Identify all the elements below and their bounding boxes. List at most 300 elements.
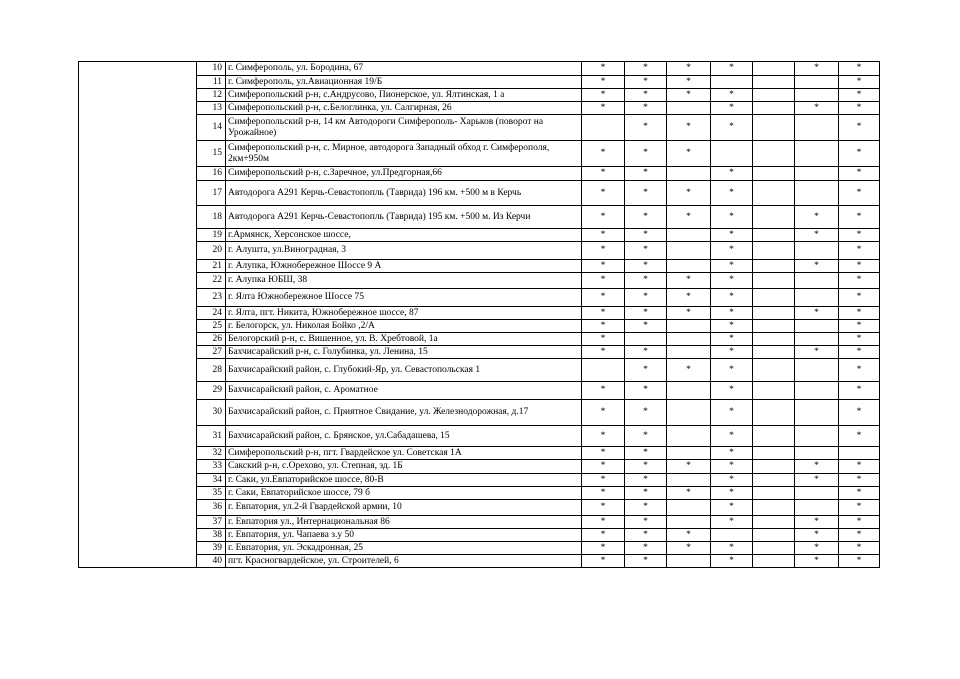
mark-cell: *: [625, 167, 667, 181]
mark-cell: *: [667, 487, 711, 500]
mark-cell: *: [582, 426, 625, 447]
mark-cell: *: [711, 426, 753, 447]
mark-cell: *: [839, 516, 880, 529]
mark-cell: [753, 167, 795, 181]
table-row: [79, 89, 880, 102]
mark-cell: *: [711, 346, 753, 359]
mark-cell: [753, 542, 795, 555]
mark-cell: *: [582, 529, 625, 542]
mark-cell: *: [625, 516, 667, 529]
mark-cell: [753, 529, 795, 542]
mark-cell: *: [667, 460, 711, 474]
table-row: [79, 229, 880, 242]
table-row: [79, 529, 880, 542]
mark-cell: *: [839, 181, 880, 206]
mark-cell: *: [839, 115, 880, 141]
mark-cell: [753, 289, 795, 307]
mark-cell: *: [711, 206, 753, 229]
table-row: [79, 542, 880, 555]
mark-cell: *: [582, 346, 625, 359]
mark-cell: *: [839, 346, 880, 359]
mark-cell: *: [711, 289, 753, 307]
mark-cell: [753, 89, 795, 102]
row-number: 20: [197, 242, 226, 260]
table-row: [79, 307, 880, 320]
mark-cell: [667, 426, 711, 447]
mark-cell: *: [839, 242, 880, 260]
mark-cell: [795, 242, 839, 260]
mark-cell: *: [795, 542, 839, 555]
address-cell: г. Белогорск, ул. Николая Бойко ,2/А: [226, 320, 582, 333]
mark-cell: *: [839, 426, 880, 447]
mark-cell: *: [839, 89, 880, 102]
mark-cell: *: [582, 181, 625, 206]
mark-cell: [667, 555, 711, 568]
mark-cell: *: [667, 273, 711, 289]
mark-cell: *: [582, 447, 625, 460]
table-row: [79, 333, 880, 346]
mark-cell: *: [711, 307, 753, 320]
mark-cell: *: [625, 555, 667, 568]
mark-cell: *: [839, 359, 880, 382]
table-row: [79, 487, 880, 500]
mark-cell: *: [839, 474, 880, 487]
mark-cell: *: [667, 359, 711, 382]
mark-cell: *: [582, 260, 625, 273]
address-cell: г. Алупка ЮБШ, 38: [226, 273, 582, 289]
mark-cell: *: [711, 382, 753, 400]
mark-cell: *: [667, 89, 711, 102]
mark-cell: *: [625, 460, 667, 474]
address-cell: г. Саки, ул.Евпаторийское шоссе, 80-В: [226, 474, 582, 487]
mark-cell: *: [582, 382, 625, 400]
mark-cell: *: [711, 89, 753, 102]
mark-cell: [795, 382, 839, 400]
mark-cell: *: [839, 62, 880, 76]
mark-cell: [753, 460, 795, 474]
table-row: [79, 102, 880, 115]
mark-cell: [753, 474, 795, 487]
row-number: 39: [197, 542, 226, 555]
mark-cell: [667, 382, 711, 400]
row-number: 21: [197, 260, 226, 273]
row-number: 36: [197, 500, 226, 516]
mark-cell: *: [839, 141, 880, 167]
mark-cell: *: [839, 76, 880, 89]
row-number: 22: [197, 273, 226, 289]
mark-cell: *: [667, 289, 711, 307]
mark-cell: *: [625, 89, 667, 102]
mark-cell: *: [839, 400, 880, 426]
table-row: [79, 460, 880, 474]
mark-cell: *: [795, 229, 839, 242]
mark-cell: *: [625, 102, 667, 115]
mark-cell: *: [795, 307, 839, 320]
mark-cell: [667, 320, 711, 333]
mark-cell: [795, 289, 839, 307]
mark-cell: *: [625, 426, 667, 447]
mark-cell: *: [711, 555, 753, 568]
table-row: [79, 76, 880, 89]
mark-cell: *: [839, 229, 880, 242]
row-number: 32: [197, 447, 226, 460]
mark-cell: *: [839, 206, 880, 229]
mark-cell: [667, 333, 711, 346]
row-number: 12: [197, 89, 226, 102]
table-row: [79, 426, 880, 447]
row-number: 31: [197, 426, 226, 447]
mark-cell: *: [582, 474, 625, 487]
mark-cell: *: [795, 474, 839, 487]
table-row: [79, 474, 880, 487]
address-cell: г. Евпатория, ул. Эскадронная, 25: [226, 542, 582, 555]
table-row: [79, 516, 880, 529]
mark-cell: *: [582, 141, 625, 167]
mark-cell: [795, 141, 839, 167]
mark-cell: *: [582, 273, 625, 289]
mark-cell: [795, 320, 839, 333]
address-cell: пгт. Красногвардейское, ул. Строителей, 6: [226, 555, 582, 568]
mark-cell: *: [625, 542, 667, 555]
mark-cell: [753, 382, 795, 400]
mark-cell: [795, 500, 839, 516]
row-number: 37: [197, 516, 226, 529]
mark-cell: [753, 102, 795, 115]
mark-cell: [582, 359, 625, 382]
row-number: 19: [197, 229, 226, 242]
mark-cell: [753, 260, 795, 273]
stations-table: [78, 61, 880, 568]
address-cell: Автодорога А291 Керчь-Севастопопль (Таврида) 196 км. +500 м в Керчь: [226, 181, 582, 206]
address-cell: Сакский р-н, с.Орехово, ул. Степная, зд. 1Б: [226, 460, 582, 474]
mark-cell: [795, 359, 839, 382]
mark-cell: [753, 115, 795, 141]
mark-cell: *: [839, 542, 880, 555]
mark-cell: [795, 76, 839, 89]
mark-cell: *: [711, 487, 753, 500]
mark-cell: *: [625, 529, 667, 542]
mark-cell: [667, 516, 711, 529]
address-cell: Симферопольский р-н, с. Мирное, автодорога Западный обход г. Симферополя, 2км+950м: [226, 141, 582, 167]
mark-cell: *: [667, 206, 711, 229]
mark-cell: [795, 181, 839, 206]
mark-cell: [711, 141, 753, 167]
mark-cell: *: [711, 542, 753, 555]
row-number: 11: [197, 76, 226, 89]
mark-cell: *: [582, 460, 625, 474]
mark-cell: *: [711, 333, 753, 346]
mark-cell: *: [625, 382, 667, 400]
mark-cell: *: [582, 102, 625, 115]
address-cell: г. Ялта, пгт. Никита, Южнобережное шоссе, 87: [226, 307, 582, 320]
address-cell: Бахчисарайский район, с. Брянское, ул.Сабадашева, 15: [226, 426, 582, 447]
mark-cell: *: [839, 333, 880, 346]
mark-cell: *: [625, 141, 667, 167]
mark-cell: *: [795, 555, 839, 568]
mark-cell: *: [711, 359, 753, 382]
row-number: 13: [197, 102, 226, 115]
mark-cell: *: [839, 307, 880, 320]
mark-cell: [582, 115, 625, 141]
address-cell: г. Евпатория, ул. Чапаева з.у 50: [226, 529, 582, 542]
mark-cell: *: [839, 555, 880, 568]
mark-cell: *: [582, 89, 625, 102]
address-cell: Симферопольский р-н, 14 км Автодороги Симферополь- Харьков (поворот на Урожайное): [226, 115, 582, 141]
mark-cell: [795, 89, 839, 102]
mark-cell: *: [667, 542, 711, 555]
table-row: [79, 273, 880, 289]
mark-cell: [667, 242, 711, 260]
mark-cell: [753, 62, 795, 76]
address-cell: г.Армянск, Херсонское шоссе,: [226, 229, 582, 242]
mark-cell: *: [625, 346, 667, 359]
mark-cell: [667, 229, 711, 242]
address-cell: Симферопольский р-н, с.Белоглинка, ул. Салгирная, 26: [226, 102, 582, 115]
mark-cell: [667, 500, 711, 516]
row-number: 28: [197, 359, 226, 382]
mark-cell: *: [582, 333, 625, 346]
mark-cell: *: [711, 181, 753, 206]
mark-cell: *: [711, 260, 753, 273]
mark-cell: [753, 346, 795, 359]
mark-cell: *: [795, 206, 839, 229]
mark-cell: *: [625, 76, 667, 89]
mark-cell: [753, 359, 795, 382]
mark-cell: [711, 76, 753, 89]
mark-cell: *: [839, 460, 880, 474]
mark-cell: [667, 102, 711, 115]
mark-cell: *: [582, 542, 625, 555]
mark-cell: *: [582, 289, 625, 307]
mark-cell: [795, 273, 839, 289]
address-cell: г. Ялта Южнобережное Шоссе 75: [226, 289, 582, 307]
mark-cell: *: [625, 307, 667, 320]
mark-cell: [753, 426, 795, 447]
mark-cell: [795, 447, 839, 460]
mark-cell: *: [711, 474, 753, 487]
address-cell: Белогорский р-н, с. Вишенное, ул. В. Хребтовой, 1а: [226, 333, 582, 346]
mark-cell: [753, 229, 795, 242]
address-cell: Бахчисарайский район, с. Глубокий-Яр, ул. Севастопольская 1: [226, 359, 582, 382]
mark-cell: *: [582, 206, 625, 229]
mark-cell: [753, 500, 795, 516]
table-row: [79, 242, 880, 260]
mark-cell: [753, 181, 795, 206]
mark-cell: *: [839, 102, 880, 115]
mark-cell: *: [625, 400, 667, 426]
mark-cell: [753, 320, 795, 333]
mark-cell: [753, 273, 795, 289]
mark-cell: [795, 167, 839, 181]
mark-cell: [711, 529, 753, 542]
row-number: 25: [197, 320, 226, 333]
mark-cell: *: [625, 487, 667, 500]
mark-cell: *: [625, 260, 667, 273]
row-number: 10: [197, 62, 226, 76]
mark-cell: *: [625, 320, 667, 333]
mark-cell: *: [667, 529, 711, 542]
address-cell: г. Саки, Евпаторийское шоссе, 79 б: [226, 487, 582, 500]
mark-cell: *: [711, 167, 753, 181]
table-row: [79, 382, 880, 400]
table-row: [79, 555, 880, 568]
mark-cell: [667, 400, 711, 426]
mark-cell: *: [711, 62, 753, 76]
mark-cell: [795, 333, 839, 346]
table-row: [79, 320, 880, 333]
row-number: 38: [197, 529, 226, 542]
mark-cell: [753, 206, 795, 229]
mark-cell: *: [582, 307, 625, 320]
mark-cell: *: [795, 346, 839, 359]
mark-cell: *: [667, 76, 711, 89]
mark-cell: [753, 333, 795, 346]
mark-cell: *: [795, 529, 839, 542]
row-number: 29: [197, 382, 226, 400]
address-cell: Бахчисарайский р-н, с. Голубинка, ул. Ленина, 15: [226, 346, 582, 359]
mark-cell: *: [625, 447, 667, 460]
mark-cell: *: [839, 320, 880, 333]
row-number: 16: [197, 167, 226, 181]
mark-cell: *: [839, 167, 880, 181]
mark-cell: *: [625, 115, 667, 141]
mark-cell: [753, 487, 795, 500]
mark-cell: *: [667, 115, 711, 141]
mark-cell: *: [839, 382, 880, 400]
mark-cell: *: [711, 447, 753, 460]
table-row: [79, 141, 880, 167]
mark-cell: *: [839, 500, 880, 516]
row-number: 23: [197, 289, 226, 307]
mark-cell: [753, 242, 795, 260]
row-number: 18: [197, 206, 226, 229]
mark-cell: *: [795, 260, 839, 273]
mark-cell: [753, 141, 795, 167]
mark-cell: [753, 400, 795, 426]
address-cell: г. Алушта, ул.Виноградная, 3: [226, 242, 582, 260]
mark-cell: *: [839, 273, 880, 289]
address-cell: Симферопольский р-н, с.Заречное, ул.Предгорная,66: [226, 167, 582, 181]
left-merged-cell: [79, 62, 197, 568]
row-number: 24: [197, 307, 226, 320]
mark-cell: [795, 115, 839, 141]
address-cell: Симферопольский р-н, пгт. Гвардейское ул. Советская 1А: [226, 447, 582, 460]
mark-cell: *: [582, 516, 625, 529]
mark-cell: *: [795, 102, 839, 115]
address-cell: г. Алупка, Южнобережное Шоссе 9 А: [226, 260, 582, 273]
table-row: [79, 400, 880, 426]
mark-cell: *: [582, 229, 625, 242]
mark-cell: *: [711, 102, 753, 115]
mark-cell: [667, 167, 711, 181]
mark-cell: [625, 333, 667, 346]
row-number: 40: [197, 555, 226, 568]
mark-cell: *: [582, 487, 625, 500]
mark-cell: *: [711, 229, 753, 242]
mark-cell: *: [667, 181, 711, 206]
mark-cell: *: [711, 460, 753, 474]
mark-cell: [753, 555, 795, 568]
table-row: [79, 289, 880, 307]
mark-cell: *: [625, 474, 667, 487]
table-row: [79, 260, 880, 273]
mark-cell: [753, 307, 795, 320]
mark-cell: *: [582, 76, 625, 89]
mark-cell: [753, 447, 795, 460]
mark-cell: [753, 516, 795, 529]
mark-cell: *: [795, 516, 839, 529]
row-number: 34: [197, 474, 226, 487]
mark-cell: *: [625, 229, 667, 242]
mark-cell: *: [625, 500, 667, 516]
mark-cell: *: [711, 516, 753, 529]
mark-cell: *: [839, 487, 880, 500]
mark-cell: [667, 474, 711, 487]
table-row: [79, 62, 880, 76]
table-row: [79, 447, 880, 460]
mark-cell: *: [625, 181, 667, 206]
mark-cell: *: [667, 307, 711, 320]
mark-cell: [667, 346, 711, 359]
table-row: [79, 181, 880, 206]
address-cell: Бахчисарайский район, с. Ароматное: [226, 382, 582, 400]
table-row: [79, 115, 880, 141]
mark-cell: *: [839, 260, 880, 273]
address-cell: г. Симферополь, ул. Бородина, 67: [226, 62, 582, 76]
mark-cell: *: [582, 500, 625, 516]
row-number: 30: [197, 400, 226, 426]
mark-cell: *: [582, 400, 625, 426]
mark-cell: *: [839, 529, 880, 542]
row-number: 27: [197, 346, 226, 359]
mark-cell: [795, 487, 839, 500]
address-cell: Симферопольский р-н, с.Андрусово, Пионерское, ул. Ялтинская, 1 а: [226, 89, 582, 102]
mark-cell: *: [582, 62, 625, 76]
mark-cell: *: [667, 62, 711, 76]
table-row: [79, 359, 880, 382]
mark-cell: [667, 260, 711, 273]
mark-cell: *: [795, 460, 839, 474]
table-row: [79, 346, 880, 359]
mark-cell: *: [625, 359, 667, 382]
mark-cell: [795, 400, 839, 426]
mark-cell: *: [582, 555, 625, 568]
address-cell: г. Евпатория, ул.2-й Гвардейской армии, 10: [226, 500, 582, 516]
mark-cell: [795, 426, 839, 447]
row-number: 33: [197, 460, 226, 474]
row-number: 15: [197, 141, 226, 167]
table-row: [79, 206, 880, 229]
mark-cell: *: [625, 242, 667, 260]
mark-cell: *: [582, 320, 625, 333]
mark-cell: *: [711, 320, 753, 333]
table-row: [79, 500, 880, 516]
table-row: [79, 167, 880, 181]
mark-cell: [753, 76, 795, 89]
mark-cell: *: [795, 62, 839, 76]
mark-cell: *: [625, 273, 667, 289]
mark-cell: *: [711, 273, 753, 289]
mark-cell: *: [582, 167, 625, 181]
mark-cell: *: [625, 289, 667, 307]
mark-cell: *: [711, 115, 753, 141]
mark-cell: [667, 447, 711, 460]
mark-cell: [839, 447, 880, 460]
row-number: 14: [197, 115, 226, 141]
mark-cell: *: [667, 141, 711, 167]
mark-cell: *: [625, 62, 667, 76]
mark-cell: *: [839, 289, 880, 307]
